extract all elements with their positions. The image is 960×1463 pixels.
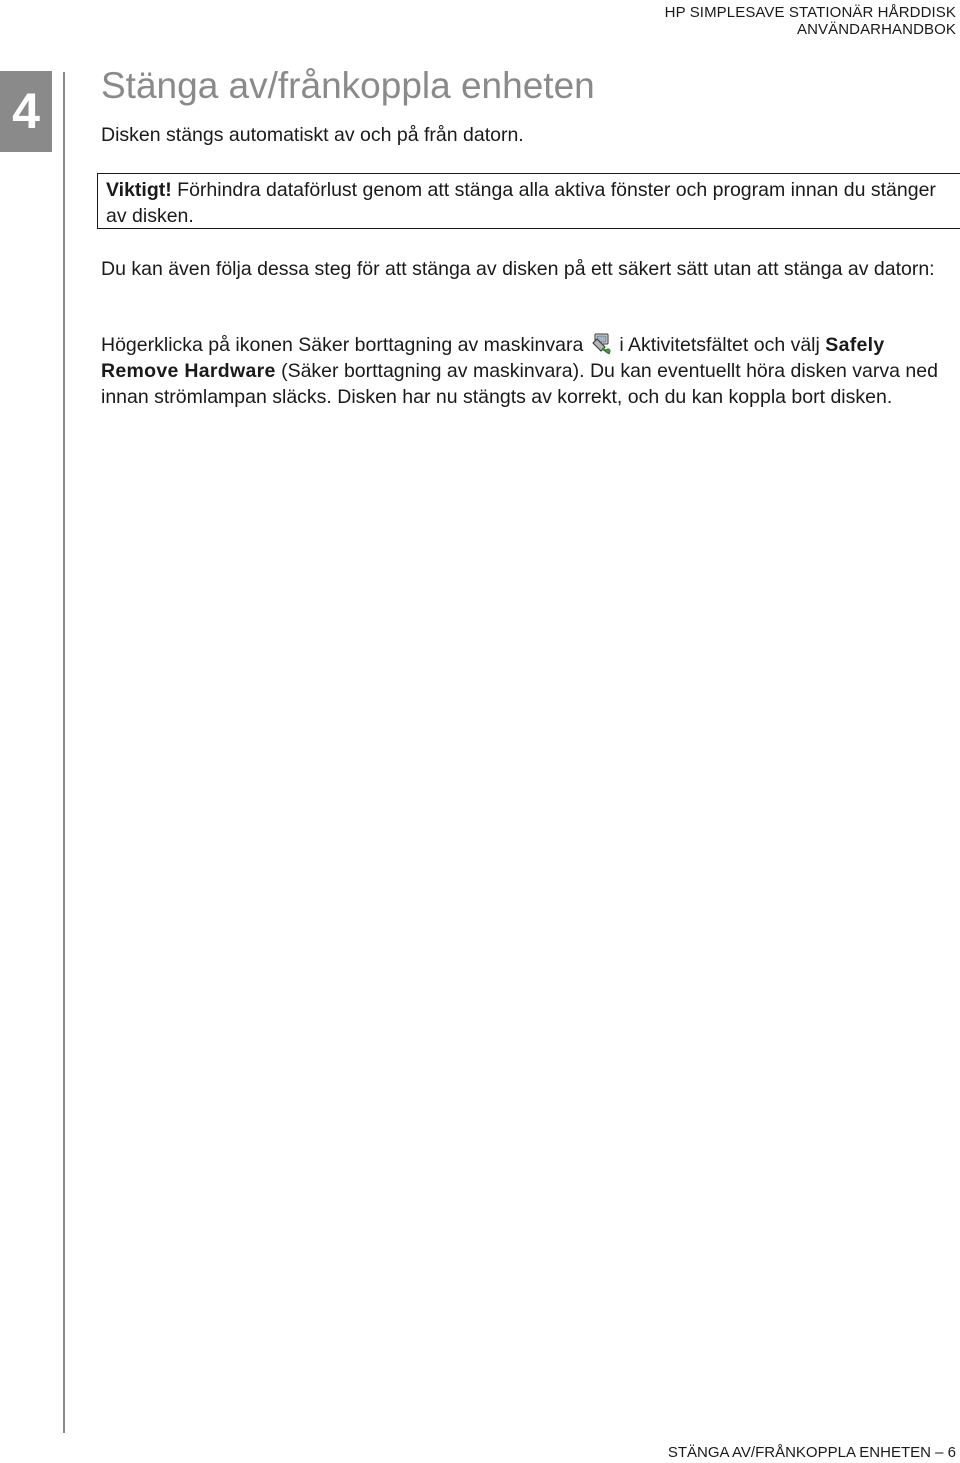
note-lead: Viktigt!	[106, 179, 172, 201]
header-product-name: HP SIMPLESAVE STATIONÄR HÅRDDISK	[664, 4, 956, 21]
paragraph-safely-remove	[101, 331, 959, 410]
header-manual-name: ANVÄNDARHANDBOK	[796, 21, 956, 38]
paragraph-part-3: (Säker borttagning av maskinvara). Du kan eventuellt höra disken varva ned innan strömlampan släcks. Disken har nu stängts av korrekt, och du kan koppla bort disken.	[101, 360, 938, 408]
paragraph-shutdown-steps: Du kan även följa dessa steg för att stänga av disken på ett säkert sätt utan att stänga av datorn:	[101, 258, 935, 280]
safely-remove-hardware-term: Safely Remove Hardware	[101, 334, 885, 382]
chapter-number-tab: 4	[0, 71, 52, 152]
safely-remove-hardware-icon	[589, 331, 613, 355]
intro-text: Disken stängs automatiskt av och på från datorn.	[101, 124, 524, 146]
running-header	[665, 4, 956, 38]
important-note	[97, 173, 960, 229]
paragraph-part-2: i Aktivitetsfältet och välj	[619, 334, 826, 356]
page-title: Stänga av/frånkoppla enheten	[101, 65, 595, 106]
paragraph-part-1: Högerklicka på ikonen Säker borttagning av maskinvara	[101, 334, 584, 356]
running-footer: STÄNGA AV/FRÅNKOPPLA ENHETEN – 6	[667, 1444, 956, 1461]
margin-rule	[63, 72, 65, 1433]
note-text: Förhindra dataförlust genom att stänga alla aktiva fönster och program innan du stänger av disken.	[106, 179, 936, 227]
